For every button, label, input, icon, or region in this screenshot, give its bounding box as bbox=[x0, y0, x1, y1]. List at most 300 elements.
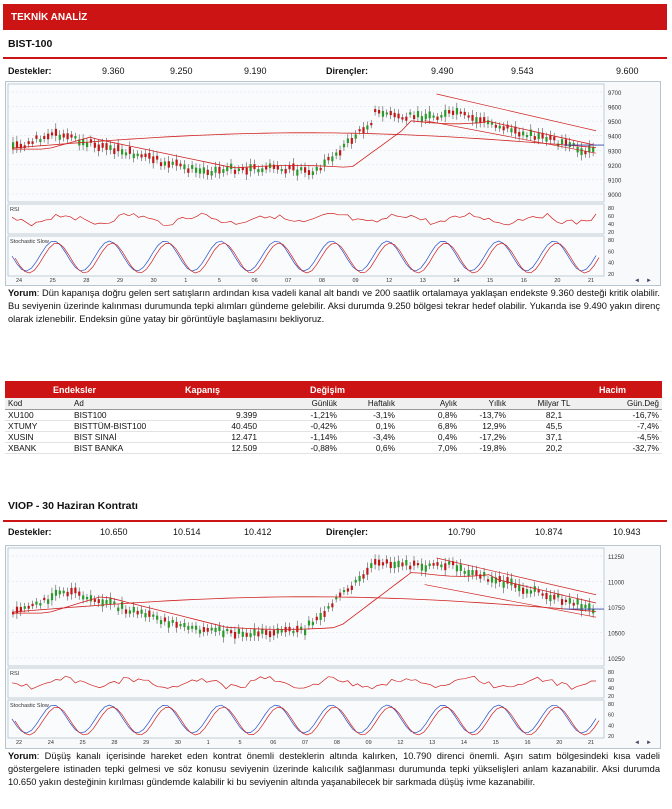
resistance-1: 10.790 bbox=[448, 527, 476, 537]
candle-body bbox=[316, 617, 318, 620]
candle-body bbox=[312, 622, 314, 625]
candle-body bbox=[522, 131, 524, 135]
candle-body bbox=[105, 143, 107, 150]
candle-body bbox=[74, 588, 76, 594]
candle-body bbox=[183, 623, 185, 627]
candle-body bbox=[464, 112, 466, 115]
table-row bbox=[5, 431, 662, 442]
candle-body bbox=[312, 171, 314, 175]
candle-body bbox=[24, 606, 26, 609]
candle-body bbox=[421, 116, 423, 122]
candle-body bbox=[133, 607, 135, 613]
candle-body bbox=[327, 157, 329, 160]
resistance-2: 9.543 bbox=[511, 66, 534, 76]
candle-body bbox=[561, 139, 563, 144]
y-tick-label: 9200 bbox=[608, 163, 622, 170]
candle-body bbox=[253, 629, 255, 636]
candle-body bbox=[207, 628, 209, 632]
candle-body bbox=[370, 123, 372, 125]
candle-body bbox=[187, 168, 189, 172]
candle-body bbox=[70, 134, 72, 137]
candle-body bbox=[137, 611, 139, 614]
candle-body bbox=[444, 110, 446, 117]
candle-body bbox=[510, 128, 512, 132]
candle-body bbox=[105, 600, 107, 604]
candle-body bbox=[339, 593, 341, 597]
candle-body bbox=[534, 136, 536, 140]
candle-body bbox=[152, 615, 154, 617]
cell-gundeg: -32,7% bbox=[599, 442, 662, 453]
candle-body bbox=[292, 164, 294, 171]
candle-body bbox=[432, 563, 434, 566]
candle-body bbox=[211, 628, 213, 631]
cell-ad: BIST SINAİ bbox=[71, 431, 181, 442]
candle-body bbox=[47, 134, 49, 140]
candle-body bbox=[499, 576, 501, 582]
candle-body bbox=[16, 607, 18, 614]
candle-body bbox=[31, 604, 33, 606]
candle-body bbox=[296, 170, 298, 176]
col-milyar: Milyar TL bbox=[509, 398, 599, 409]
cell-aylik: 6,8% bbox=[398, 420, 460, 431]
candle-body bbox=[390, 562, 392, 568]
cell-hacim: 82,1 bbox=[509, 409, 599, 420]
cell-hacim: 37,1 bbox=[509, 431, 599, 442]
stoch-tick-label: 80 bbox=[608, 238, 615, 244]
candle-body bbox=[429, 111, 431, 118]
candle-body bbox=[133, 154, 135, 158]
candle-body bbox=[483, 572, 485, 576]
candle-body bbox=[168, 621, 170, 627]
candle-body bbox=[359, 576, 361, 581]
candle-body bbox=[351, 138, 353, 144]
x-tick-label: 25 bbox=[79, 740, 86, 746]
cell-kod: XU100 bbox=[5, 409, 71, 420]
candle-body bbox=[156, 616, 158, 620]
x-tick-label: 21 bbox=[588, 278, 595, 284]
candle-body bbox=[487, 579, 489, 581]
candle-body bbox=[339, 150, 341, 155]
cell-gundeg: -16,7% bbox=[599, 409, 662, 420]
candle-body bbox=[176, 622, 178, 628]
x-tick-label: 13 bbox=[429, 740, 436, 746]
candle-body bbox=[565, 600, 567, 602]
candle-body bbox=[409, 112, 411, 114]
x-tick-label: 5 bbox=[217, 278, 221, 284]
candle-body bbox=[246, 633, 248, 637]
candle-body bbox=[561, 599, 563, 605]
x-tick-label: 06 bbox=[270, 740, 277, 746]
candle-body bbox=[179, 624, 181, 626]
candle-body bbox=[370, 563, 372, 568]
cell-haftalik: -3,1% bbox=[340, 409, 398, 420]
candle-body bbox=[218, 626, 220, 631]
cell-haftalik: 0,1% bbox=[340, 420, 398, 431]
x-tick-label: 15 bbox=[492, 740, 499, 746]
candle-body bbox=[577, 599, 579, 605]
candle-body bbox=[323, 611, 325, 617]
candle-body bbox=[43, 598, 45, 600]
candle-body bbox=[300, 627, 302, 630]
cell-kod: XBANK bbox=[5, 442, 71, 453]
x-tick-label: 09 bbox=[352, 278, 359, 284]
y-tick-label: 10250 bbox=[608, 657, 625, 663]
candle-body bbox=[51, 593, 53, 600]
table-row bbox=[5, 442, 662, 453]
candle-body bbox=[359, 129, 361, 131]
candle-body bbox=[382, 562, 384, 565]
candle-body bbox=[304, 630, 306, 635]
cell-aylik: 7,0% bbox=[398, 442, 460, 453]
bist-comment bbox=[8, 287, 660, 326]
x-tick-label: 30 bbox=[150, 278, 157, 284]
supports-label: Destekler: bbox=[8, 66, 52, 76]
candle-body bbox=[526, 135, 528, 137]
x-tick-label: 20 bbox=[554, 278, 561, 284]
candle-body bbox=[102, 143, 104, 148]
candle-body bbox=[179, 164, 181, 167]
candle-body bbox=[51, 132, 53, 135]
candle-body bbox=[238, 168, 240, 171]
candle-body bbox=[323, 160, 325, 167]
candle-body bbox=[553, 137, 555, 141]
candle-body bbox=[479, 574, 481, 578]
rsi-label: RSI bbox=[10, 207, 20, 213]
cell-kapanis: 9.399 bbox=[181, 409, 260, 420]
candle-body bbox=[491, 577, 493, 583]
candle-body bbox=[94, 143, 96, 148]
candle-body bbox=[183, 164, 185, 169]
x-tick-label: 29 bbox=[143, 740, 150, 746]
candle-body bbox=[257, 169, 259, 172]
candle-body bbox=[160, 162, 162, 166]
group-hacim: Hacim bbox=[509, 381, 662, 398]
candle-body bbox=[203, 167, 205, 173]
bist-chart bbox=[5, 81, 661, 286]
candle-body bbox=[386, 112, 388, 114]
candle-body bbox=[366, 125, 368, 129]
cell-yillik: -19,8% bbox=[460, 442, 509, 453]
x-tick-label: 28 bbox=[83, 278, 90, 284]
section-title: TEKNİK ANALİZ bbox=[11, 12, 88, 23]
candle-body bbox=[195, 168, 197, 173]
viop-title: VIOP - 30 Haziran Kontratı bbox=[8, 500, 138, 512]
candle-body bbox=[464, 571, 466, 574]
cell-haftalik: 0,6% bbox=[340, 442, 398, 453]
candle-body bbox=[355, 134, 357, 138]
candle-body bbox=[320, 168, 322, 170]
candle-body bbox=[31, 141, 33, 144]
candle-body bbox=[214, 628, 216, 632]
x-tick-label: 1 bbox=[206, 740, 210, 746]
candle-body bbox=[230, 630, 232, 633]
candle-body bbox=[140, 154, 142, 157]
candle-body bbox=[74, 136, 76, 138]
candle-body bbox=[281, 169, 283, 171]
candle-body bbox=[397, 114, 399, 119]
candle-body bbox=[63, 591, 65, 594]
candle-body bbox=[172, 162, 174, 165]
stoch-tick-label: 20 bbox=[608, 272, 615, 278]
support-2: 9.250 bbox=[170, 66, 193, 76]
candle-body bbox=[335, 597, 337, 599]
cell-kod: XUSIN bbox=[5, 431, 71, 442]
candle-body bbox=[300, 167, 302, 170]
candle-body bbox=[355, 580, 357, 583]
stoch-tick-label: 60 bbox=[608, 249, 615, 256]
candle-body bbox=[129, 147, 131, 154]
candle-body bbox=[249, 164, 251, 171]
candle-body bbox=[137, 154, 139, 156]
resistance-2: 10.874 bbox=[535, 527, 563, 537]
scroll-left-icon: ◄ bbox=[634, 278, 640, 284]
candle-body bbox=[366, 568, 368, 575]
candle-body bbox=[308, 621, 310, 626]
candle-body bbox=[191, 626, 193, 629]
candle-body bbox=[538, 590, 540, 593]
candle-body bbox=[362, 574, 364, 578]
col-gundeg: Gün.Değ bbox=[599, 398, 662, 409]
bist-title: BIST-100 bbox=[8, 38, 53, 50]
cell-haftalik: -3,4% bbox=[340, 431, 398, 442]
divider bbox=[3, 520, 667, 522]
y-tick-label: 9100 bbox=[608, 178, 622, 185]
candle-body bbox=[98, 145, 100, 152]
candle-body bbox=[530, 590, 532, 593]
candle-body bbox=[195, 626, 197, 630]
candle-body bbox=[35, 135, 37, 139]
candle-body bbox=[425, 565, 427, 571]
section-banner bbox=[3, 4, 667, 30]
candle-body bbox=[265, 166, 267, 169]
candle-body bbox=[121, 602, 123, 609]
resistance-3: 10.943 bbox=[613, 527, 641, 537]
cell-ad: BIST100 bbox=[71, 409, 181, 420]
col-aylik: Aylık bbox=[398, 398, 460, 409]
x-tick-label: 1 bbox=[184, 278, 188, 284]
candle-body bbox=[273, 630, 275, 635]
candle-body bbox=[541, 593, 543, 595]
candle-body bbox=[176, 160, 178, 166]
chart-panel bbox=[8, 204, 604, 234]
candle-body bbox=[39, 603, 41, 605]
candle-body bbox=[82, 595, 84, 599]
candle-body bbox=[109, 145, 111, 150]
candle-body bbox=[432, 116, 434, 118]
candle-body bbox=[316, 167, 318, 171]
candle-body bbox=[456, 565, 458, 571]
candle-body bbox=[335, 153, 337, 156]
candle-body bbox=[152, 156, 154, 163]
stochastic-label: Stochastic Slow bbox=[10, 703, 49, 709]
col-ad: Ad bbox=[71, 398, 181, 409]
viop-chart-canvas bbox=[6, 546, 660, 748]
candle-body bbox=[362, 127, 364, 133]
candle-body bbox=[394, 113, 396, 117]
x-tick-label: 08 bbox=[318, 278, 325, 284]
support-1: 10.650 bbox=[100, 527, 128, 537]
candle-body bbox=[214, 167, 216, 173]
table-row bbox=[5, 420, 662, 431]
candle-body bbox=[86, 143, 88, 148]
x-tick-label: 16 bbox=[520, 278, 527, 284]
cell-kapanis: 40.450 bbox=[181, 420, 260, 431]
x-tick-label: 24 bbox=[47, 740, 54, 746]
cell-yillik: -13,7% bbox=[460, 409, 509, 420]
stoch-tick-label: 40 bbox=[608, 260, 615, 267]
candle-body bbox=[125, 152, 127, 155]
candle-body bbox=[421, 564, 423, 571]
candle-body bbox=[347, 138, 349, 143]
candle-body bbox=[417, 111, 419, 117]
candle-body bbox=[351, 586, 353, 590]
candle-body bbox=[471, 570, 473, 575]
candle-body bbox=[148, 153, 150, 159]
stoch-tick-label: 80 bbox=[608, 702, 615, 708]
candle-body bbox=[545, 137, 547, 142]
cell-kapanis: 12.509 bbox=[181, 442, 260, 453]
candle-body bbox=[569, 598, 571, 604]
candle-body bbox=[374, 109, 376, 112]
x-tick-label: 24 bbox=[16, 278, 23, 284]
candle-body bbox=[28, 606, 30, 609]
candle-body bbox=[78, 592, 80, 596]
y-tick-label: 9300 bbox=[608, 149, 622, 156]
scroll-right-icon: ► bbox=[646, 278, 652, 284]
candle-body bbox=[249, 633, 251, 637]
candle-body bbox=[168, 161, 170, 167]
candle-body bbox=[526, 589, 528, 593]
candle-body bbox=[59, 135, 61, 140]
y-tick-label: 9000 bbox=[608, 193, 622, 199]
candle-body bbox=[234, 632, 236, 639]
comment-text: : Düşüş kanalı içerisinde hareket eden kontrat önemli desteklerin altında kalırken, 10.790 direnci önemli. Aşırı satım bölgesindeki kısa vadeli göstergelere istinaden tepki gelmesi ve söz konusu seviyenin üzerinde kalıcılık sağlanması durumunda tepki yükselişleri anlam kazanabilir. Aksi durumda 10.650 yakın desteğinin kırılması gündemde kalabilir ki bu seviyenin altında yaşanabilecek bir sarkmada düşüş ivme kazanabilir. bbox=[8, 751, 660, 787]
candle-body bbox=[491, 122, 493, 124]
candle-body bbox=[475, 117, 477, 123]
resistances-label: Dirençler: bbox=[326, 66, 369, 76]
cell-ad: BISTTÜM-BIST100 bbox=[71, 420, 181, 431]
cell-yillik: -17,2% bbox=[460, 431, 509, 442]
x-tick-label: 16 bbox=[524, 740, 531, 746]
candle-body bbox=[288, 165, 290, 169]
bist-levels bbox=[8, 66, 663, 80]
candle-body bbox=[378, 560, 380, 566]
x-tick-label: 12 bbox=[397, 740, 404, 746]
candle-body bbox=[226, 629, 228, 631]
group-kapanis: Kapanış bbox=[181, 381, 260, 398]
candle-body bbox=[320, 613, 322, 620]
candle-body bbox=[94, 599, 96, 602]
index-table bbox=[5, 381, 662, 454]
cell-aylik: 0,4% bbox=[398, 431, 460, 442]
candle-body bbox=[304, 167, 306, 172]
candle-body bbox=[397, 561, 399, 567]
candle-body bbox=[203, 627, 205, 632]
viop-comment bbox=[8, 750, 660, 789]
candle-body bbox=[471, 115, 473, 121]
viop-chart bbox=[5, 545, 661, 749]
candle-body bbox=[67, 133, 69, 139]
candle-body bbox=[580, 148, 582, 155]
candle-body bbox=[584, 605, 586, 608]
col-gunluk: Günlük bbox=[260, 398, 340, 409]
x-tick-label: 28 bbox=[111, 740, 118, 746]
stochastic-label: Stochastic Slow bbox=[10, 239, 49, 245]
x-tick-label: 25 bbox=[49, 278, 56, 284]
chart-panel bbox=[8, 84, 604, 202]
candle-body bbox=[386, 559, 388, 563]
x-tick-label: 20 bbox=[556, 740, 563, 746]
candle-body bbox=[90, 595, 92, 601]
candle-body bbox=[417, 563, 419, 565]
candle-body bbox=[382, 111, 384, 117]
cell-gunluk: -1,14% bbox=[260, 431, 340, 442]
candle-body bbox=[401, 117, 403, 119]
rsi-tick-label: 40 bbox=[608, 686, 615, 692]
candle-body bbox=[401, 562, 403, 566]
candle-body bbox=[261, 168, 263, 172]
cell-kapanis: 12.471 bbox=[181, 431, 260, 442]
cell-hacim: 45,5 bbox=[509, 420, 599, 431]
rsi-tick-label: 20 bbox=[608, 230, 615, 236]
candle-body bbox=[479, 117, 481, 122]
candle-body bbox=[242, 632, 244, 637]
candle-body bbox=[390, 111, 392, 115]
rsi-tick-label: 40 bbox=[608, 222, 615, 228]
x-tick-label: 21 bbox=[588, 740, 595, 746]
candle-body bbox=[440, 115, 442, 117]
group-degisim: Değişim bbox=[260, 381, 509, 398]
comment-text: : Dün kapanışa doğru gelen sert satışların ardından kısa vadeli kanal alt bandı ve 200 saatlik ortalamaya yaklaşan endekste 9.360 desteği kritik olabilir. Bu seviyenin üzerinde kalınması durumunda tepki alımları gündeme gelebilir. Aksi durumda 9.250 bölgesi tekrar hedef olabilir. Yukarıda ise 9.490 yakın direnç olarak izlenebilir. Endeksin güne yatay bir görüntüyle başlamasını bekliyoruz. bbox=[8, 288, 660, 324]
cell-yillik: 12,9% bbox=[460, 420, 509, 431]
candle-body bbox=[378, 110, 380, 114]
y-tick-label: 9700 bbox=[608, 91, 622, 97]
candle-body bbox=[70, 588, 72, 594]
cell-gundeg: -7,4% bbox=[599, 420, 662, 431]
stoch-tick-label: 40 bbox=[608, 723, 615, 730]
candle-body bbox=[207, 170, 209, 175]
candle-body bbox=[285, 169, 287, 174]
candle-body bbox=[125, 609, 127, 613]
candle-body bbox=[47, 599, 49, 604]
y-tick-label: 11250 bbox=[608, 555, 625, 561]
candle-body bbox=[436, 117, 438, 120]
x-tick-label: 09 bbox=[365, 740, 372, 746]
col-haftalik: Haftalık bbox=[340, 398, 398, 409]
x-tick-label: 12 bbox=[386, 278, 393, 284]
x-tick-label: 15 bbox=[487, 278, 494, 284]
candle-body bbox=[409, 566, 411, 570]
candle-body bbox=[148, 611, 150, 617]
candle-body bbox=[456, 108, 458, 114]
scroll-left-icon: ◄ bbox=[634, 740, 640, 746]
candle-body bbox=[503, 581, 505, 588]
rsi-label: RSI bbox=[10, 671, 20, 677]
x-tick-label: 29 bbox=[116, 278, 124, 284]
candle-body bbox=[98, 599, 100, 603]
rsi-tick-label: 60 bbox=[608, 678, 615, 684]
candle-body bbox=[444, 563, 446, 570]
candle-body bbox=[460, 112, 462, 114]
rsi-tick-label: 80 bbox=[608, 670, 615, 676]
candle-body bbox=[164, 618, 166, 622]
cell-kod: XTUMY bbox=[5, 420, 71, 431]
candle-body bbox=[545, 593, 547, 599]
candle-body bbox=[144, 154, 146, 158]
cell-aylik: 0,8% bbox=[398, 409, 460, 420]
resistance-3: 9.600 bbox=[616, 66, 639, 76]
candle-body bbox=[238, 629, 240, 634]
